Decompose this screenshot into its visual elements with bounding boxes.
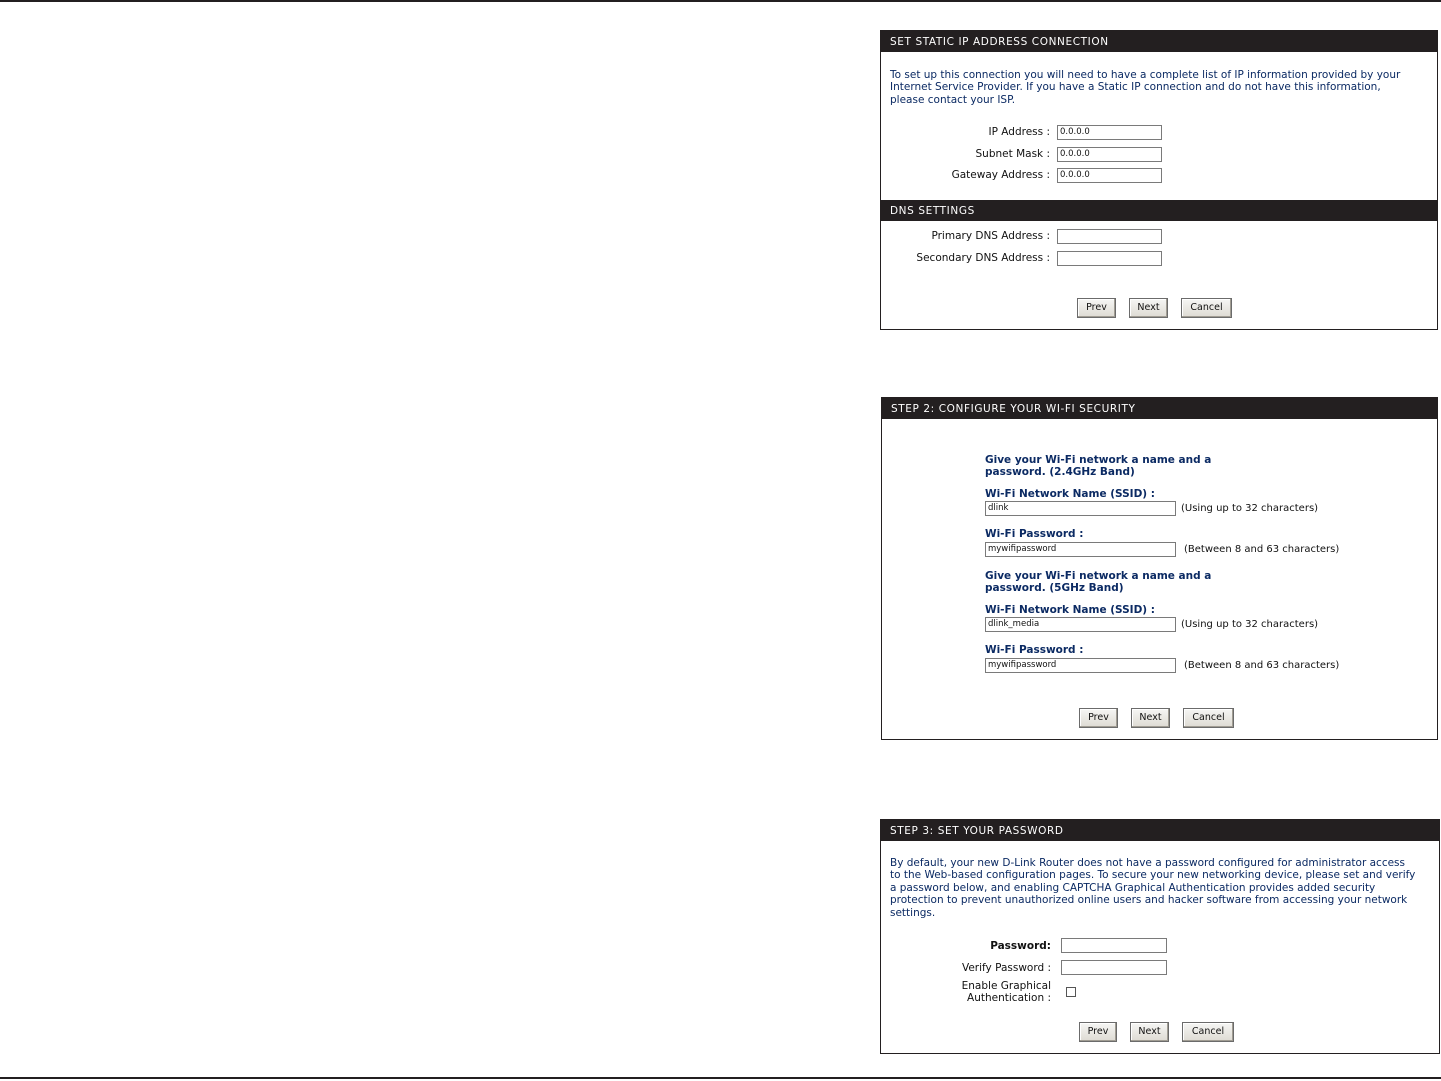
static-ip-panel	[880, 30, 1438, 330]
prev-button[interactable]: Prev	[1079, 708, 1118, 728]
next-button[interactable]: Next	[1131, 708, 1170, 728]
static-ip-title: SET STATIC IP ADDRESS CONNECTION	[881, 31, 1437, 52]
static-ip-intro-line: Internet Service Provider. If you have a Static IP connection and do not have this information,	[890, 81, 1381, 94]
band2-ssid-label: Wi-Fi Network Name (SSID) :	[985, 604, 1155, 616]
set-password-intro-line: a password below, and enabling CAPTCHA Graphical Authentication provides added security	[890, 881, 1376, 894]
secondary-dns-input[interactable]	[1057, 251, 1162, 266]
gateway-address-input[interactable]: 0.0.0.0	[1057, 168, 1162, 183]
static-ip-intro-line: please contact your ISP.	[890, 93, 1016, 106]
subnet-mask-label: Subnet Mask :	[975, 148, 1050, 160]
password-label: Password:	[990, 940, 1051, 952]
graphical-auth-checkbox[interactable]	[1066, 987, 1076, 997]
static-ip-intro-line: To set up this connection you will need to have a complete list of IP information provided by your	[890, 69, 1401, 81]
band2-password-label: Wi-Fi Password :	[985, 644, 1084, 656]
band2-password-input[interactable]: mywifipassword	[985, 658, 1176, 673]
set-password-intro-line: protection to prevent unauthorized online users and hacker software from accessing your network	[890, 894, 1408, 907]
dns-settings-title: DNS SETTINGS	[881, 200, 1437, 221]
static-ip-intro	[890, 69, 1435, 106]
band1-password-input[interactable]: mywifipassword	[985, 542, 1176, 557]
band1-ssid-input[interactable]: dlink	[985, 501, 1176, 516]
prev-button[interactable]: Prev	[1077, 298, 1116, 318]
primary-dns-label: Primary DNS Address :	[931, 230, 1050, 242]
set-password-intro-line: By default, your new D-Link Router does not have a password configured for administrator access	[890, 857, 1406, 869]
ip-address-label: IP Address :	[988, 126, 1050, 138]
set-password-intro-line: settings.	[890, 906, 936, 919]
band1-ssid-label: Wi-Fi Network Name (SSID) :	[985, 488, 1155, 500]
graphical-auth-label-line: Authentication :	[967, 992, 1051, 1004]
band1-password-label: Wi-Fi Password :	[985, 528, 1084, 540]
band2-intro-line: password. (5GHz Band)	[985, 582, 1124, 595]
set-password-intro-line: to the Web-based configuration pages. To secure your new networking device, please set and verify	[890, 869, 1416, 882]
prev-button[interactable]: Prev	[1079, 1022, 1117, 1042]
band1-ssid-hint: (Using up to 32 characters)	[1181, 503, 1319, 514]
verify-password-label: Verify Password :	[961, 962, 1051, 974]
graphical-auth-label-line: Enable Graphical	[961, 980, 1051, 992]
graphical-auth-label	[962, 980, 1051, 1004]
set-password-intro	[890, 857, 1438, 919]
next-button[interactable]: Next	[1130, 1022, 1169, 1042]
primary-dns-input[interactable]	[1057, 229, 1162, 244]
band2-intro-line: Give your Wi-Fi network a name and a	[985, 570, 1212, 582]
cancel-button[interactable]: Cancel	[1183, 708, 1234, 728]
band2-ssid-input[interactable]: dlink_media	[985, 617, 1176, 632]
set-password-panel	[880, 819, 1440, 1054]
set-password-title: STEP 3: SET YOUR PASSWORD	[881, 820, 1439, 841]
wifi-security-title: STEP 2: CONFIGURE YOUR WI-FI SECURITY	[882, 398, 1437, 419]
band1-intro-line: Give your Wi-Fi network a name and a	[985, 454, 1212, 466]
subnet-mask-input[interactable]: 0.0.0.0	[1057, 147, 1162, 162]
band1-intro	[985, 454, 1211, 479]
verify-password-input[interactable]	[1061, 960, 1167, 975]
band2-password-hint: (Between 8 and 63 characters)	[1184, 660, 1340, 671]
cancel-button[interactable]: Cancel	[1182, 1022, 1234, 1042]
next-button[interactable]: Next	[1129, 298, 1168, 318]
band1-intro-line: password. (2.4GHz Band)	[985, 466, 1135, 479]
band2-intro	[985, 570, 1211, 595]
gateway-address-label: Gateway Address :	[951, 169, 1050, 181]
cancel-button[interactable]: Cancel	[1181, 298, 1232, 318]
bottom-rule	[0, 1077, 1441, 1079]
wifi-security-panel	[881, 397, 1438, 740]
band1-password-hint: (Between 8 and 63 characters)	[1184, 544, 1340, 555]
password-input[interactable]	[1061, 938, 1167, 953]
band2-ssid-hint: (Using up to 32 characters)	[1181, 619, 1319, 630]
secondary-dns-label: Secondary DNS Address :	[916, 252, 1050, 264]
top-rule	[0, 0, 1441, 2]
ip-address-input[interactable]: 0.0.0.0	[1057, 125, 1162, 140]
